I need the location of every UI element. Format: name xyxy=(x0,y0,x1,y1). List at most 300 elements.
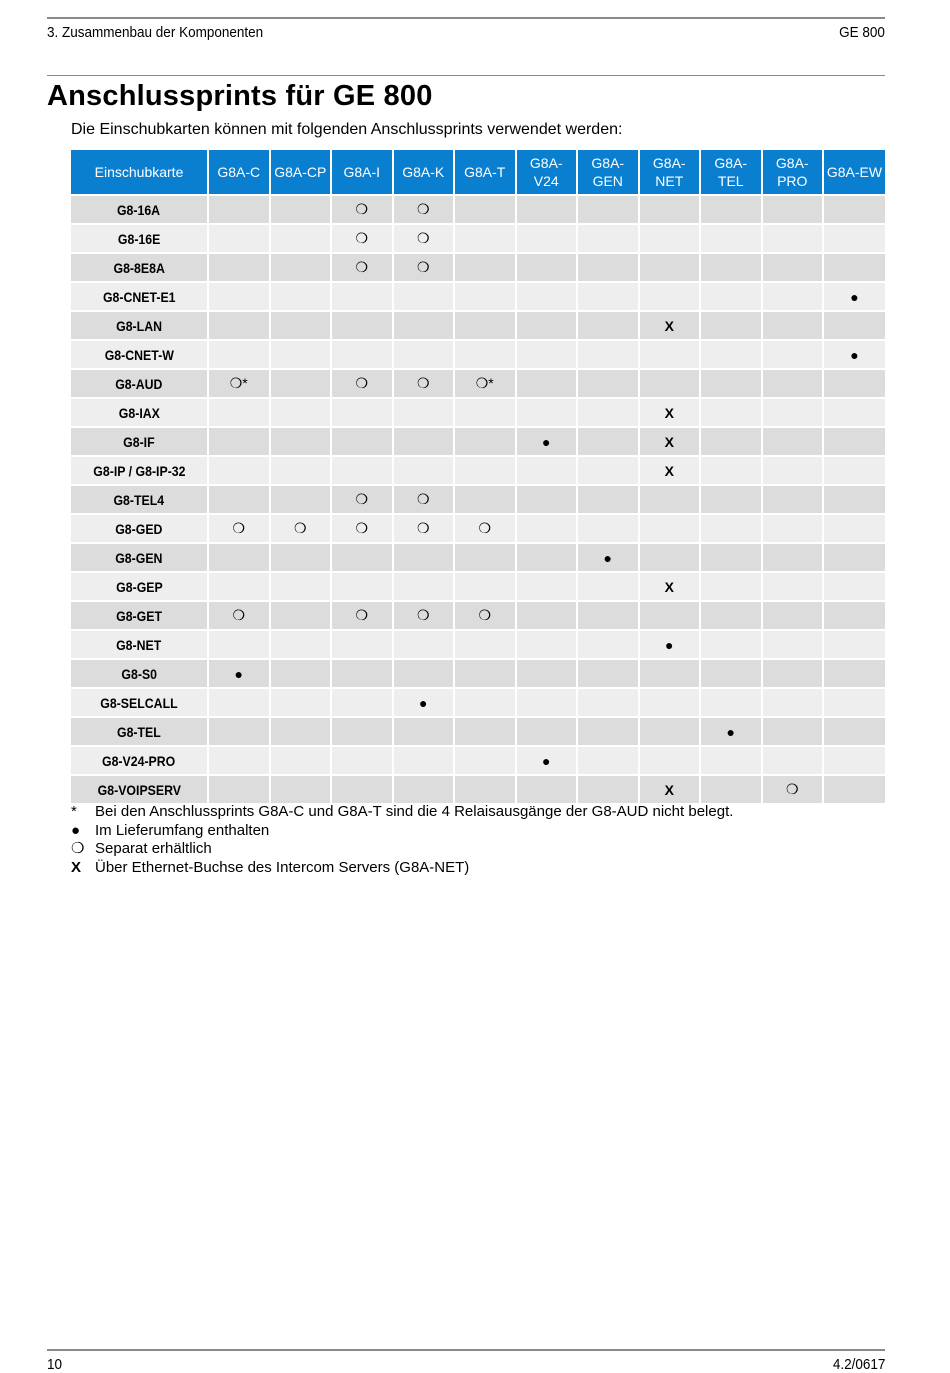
compat-cell xyxy=(270,775,332,803)
compat-cell xyxy=(454,746,516,775)
table-row xyxy=(71,775,885,803)
compat-cell: ❍ xyxy=(208,514,270,543)
compat-cell xyxy=(762,224,824,253)
compat-cell: ❍ xyxy=(454,514,516,543)
compat-cell xyxy=(700,456,762,485)
compat-cell: X xyxy=(639,311,701,340)
compat-cell xyxy=(331,398,393,427)
table-row xyxy=(71,253,885,282)
compat-cell xyxy=(762,572,824,601)
header-chapter: 3. Zusammenbau der Komponenten xyxy=(47,24,264,41)
compat-cell xyxy=(454,340,516,369)
compat-cell xyxy=(393,340,455,369)
column-header: G8A-I xyxy=(331,150,393,195)
compat-cell xyxy=(700,746,762,775)
compat-cell xyxy=(208,224,270,253)
card-name-cell xyxy=(71,543,208,572)
column-header: G8A-CP xyxy=(270,150,332,195)
compat-cell xyxy=(454,659,516,688)
compat-cell xyxy=(516,282,578,311)
compat-cell xyxy=(454,311,516,340)
compat-cell xyxy=(639,543,701,572)
compat-cell xyxy=(454,630,516,659)
compat-cell xyxy=(700,543,762,572)
compat-cell xyxy=(577,369,639,398)
compat-cell xyxy=(762,195,824,224)
compat-cell xyxy=(208,775,270,803)
compat-cell: ● xyxy=(393,688,455,717)
compat-cell xyxy=(762,717,824,746)
card-name-cell xyxy=(71,195,208,224)
card-name: G8-NET xyxy=(116,636,162,653)
compat-cell xyxy=(331,688,393,717)
compat-cell xyxy=(454,282,516,311)
table-row xyxy=(71,456,885,485)
compat-cell: ❍ xyxy=(393,369,455,398)
legend-symbol: ● xyxy=(71,821,81,839)
column-header: G8A- GEN xyxy=(577,150,639,195)
compat-cell xyxy=(208,688,270,717)
card-name-cell xyxy=(71,659,208,688)
compat-cell xyxy=(516,369,578,398)
table-row xyxy=(71,195,885,224)
compat-cell xyxy=(762,485,824,514)
compat-cell xyxy=(577,601,639,630)
compat-cell xyxy=(208,427,270,456)
compat-cell xyxy=(454,688,516,717)
compat-cell xyxy=(823,427,885,456)
compat-cell xyxy=(270,398,332,427)
card-name: G8-VOIPSERV xyxy=(97,781,181,798)
compat-cell: X xyxy=(639,572,701,601)
table-row xyxy=(71,311,885,340)
compat-cell xyxy=(331,659,393,688)
compat-cell xyxy=(700,485,762,514)
compat-cell xyxy=(700,601,762,630)
column-header: G8A- NET xyxy=(639,150,701,195)
compat-cell xyxy=(700,514,762,543)
compat-cell xyxy=(762,601,824,630)
compat-cell xyxy=(270,311,332,340)
legend-symbol: X xyxy=(71,858,82,876)
table-row xyxy=(71,630,885,659)
compat-cell xyxy=(454,427,516,456)
compat-cell xyxy=(700,195,762,224)
compatibility-table xyxy=(71,150,885,803)
compat-cell xyxy=(700,775,762,803)
compat-cell xyxy=(577,746,639,775)
compat-cell xyxy=(639,282,701,311)
compat-cell xyxy=(700,427,762,456)
card-name: G8-LAN xyxy=(116,317,162,334)
compat-cell xyxy=(577,514,639,543)
column-header-card: Einschubkarte xyxy=(71,150,208,195)
compat-cell xyxy=(270,659,332,688)
compat-cell: ● xyxy=(516,746,578,775)
compat-cell xyxy=(208,456,270,485)
compat-cell xyxy=(577,311,639,340)
legend-symbol: ❍ xyxy=(71,840,85,857)
compat-cell xyxy=(331,543,393,572)
compat-cell xyxy=(639,195,701,224)
compat-cell xyxy=(516,195,578,224)
compat-cell xyxy=(331,746,393,775)
card-name-cell xyxy=(71,630,208,659)
compat-cell xyxy=(823,659,885,688)
compat-cell xyxy=(762,427,824,456)
compat-cell: ❍ xyxy=(331,485,393,514)
card-name: G8-GEN xyxy=(115,549,163,566)
compat-cell xyxy=(454,485,516,514)
compat-cell xyxy=(700,688,762,717)
compat-cell xyxy=(393,398,455,427)
compat-cell xyxy=(208,253,270,282)
card-name: G8-TEL xyxy=(117,723,161,740)
compat-cell xyxy=(823,195,885,224)
compat-cell xyxy=(393,311,455,340)
card-name: G8-CNET-E1 xyxy=(102,288,176,305)
legend-item xyxy=(71,859,733,878)
compat-cell xyxy=(762,282,824,311)
compat-cell xyxy=(762,398,824,427)
compat-cell xyxy=(762,456,824,485)
card-name-cell xyxy=(71,282,208,311)
compat-cell xyxy=(331,456,393,485)
compat-cell xyxy=(393,282,455,311)
compat-cell: ❍ xyxy=(393,601,455,630)
compat-cell xyxy=(516,253,578,282)
compat-cell: ● xyxy=(700,717,762,746)
compat-cell: ❍ xyxy=(393,253,455,282)
card-name: G8-GEP xyxy=(115,578,163,595)
compat-cell xyxy=(577,775,639,803)
compat-cell xyxy=(270,427,332,456)
compat-cell xyxy=(639,514,701,543)
compat-cell xyxy=(208,717,270,746)
header-rule-bottom xyxy=(47,75,885,76)
compat-cell xyxy=(762,369,824,398)
table-row xyxy=(71,369,885,398)
compat-cell: X xyxy=(639,398,701,427)
compat-cell xyxy=(454,195,516,224)
compat-cell xyxy=(454,572,516,601)
compat-cell xyxy=(823,369,885,398)
compat-cell xyxy=(516,224,578,253)
compat-cell: ❍ xyxy=(393,485,455,514)
table-row xyxy=(71,746,885,775)
compat-cell xyxy=(270,717,332,746)
compat-cell xyxy=(393,456,455,485)
compat-cell xyxy=(700,398,762,427)
compat-cell xyxy=(516,456,578,485)
compat-cell xyxy=(516,311,578,340)
table-row xyxy=(71,572,885,601)
compat-cell xyxy=(270,253,332,282)
compat-cell xyxy=(393,427,455,456)
column-header: G8A- PRO xyxy=(762,150,824,195)
compat-cell xyxy=(823,485,885,514)
compat-cell xyxy=(208,340,270,369)
compat-cell xyxy=(393,775,455,803)
compat-cell xyxy=(823,775,885,803)
compat-cell xyxy=(454,543,516,572)
compat-cell xyxy=(331,572,393,601)
compat-cell xyxy=(331,427,393,456)
legend-symbol: * xyxy=(71,803,77,820)
compat-cell: X xyxy=(639,427,701,456)
compat-cell xyxy=(577,572,639,601)
compat-cell xyxy=(577,659,639,688)
card-name-cell xyxy=(71,485,208,514)
compat-cell xyxy=(270,601,332,630)
legend-item xyxy=(71,803,733,822)
legend-item xyxy=(71,822,733,841)
compat-cell xyxy=(823,746,885,775)
compat-cell xyxy=(639,601,701,630)
table-row xyxy=(71,601,885,630)
compat-cell: ❍ xyxy=(270,514,332,543)
card-name-cell xyxy=(71,514,208,543)
header-product: GE 800 xyxy=(839,24,885,41)
column-header: G8A- TEL xyxy=(700,150,762,195)
legend-text: Im Lieferumfang enthalten xyxy=(95,821,270,839)
compat-cell xyxy=(823,717,885,746)
compat-cell xyxy=(639,688,701,717)
card-name-cell xyxy=(71,311,208,340)
compat-cell xyxy=(516,601,578,630)
compat-cell xyxy=(823,456,885,485)
card-name: G8-CNET-W xyxy=(104,346,174,363)
compat-cell xyxy=(639,224,701,253)
compat-cell xyxy=(639,253,701,282)
compat-cell: ❍ xyxy=(454,601,516,630)
compat-cell: ❍ xyxy=(331,369,393,398)
column-header: G8A- V24 xyxy=(516,150,578,195)
compat-cell xyxy=(208,485,270,514)
compat-cell xyxy=(577,340,639,369)
compat-cell xyxy=(639,659,701,688)
column-header: G8A-K xyxy=(393,150,455,195)
compat-cell xyxy=(270,746,332,775)
compat-cell xyxy=(208,543,270,572)
compat-cell xyxy=(516,514,578,543)
compat-cell xyxy=(762,630,824,659)
card-name: G8-V24-PRO xyxy=(102,752,176,769)
compat-cell: X xyxy=(639,775,701,803)
compat-cell xyxy=(700,311,762,340)
compat-cell xyxy=(823,311,885,340)
compat-cell xyxy=(762,543,824,572)
compat-cell xyxy=(700,630,762,659)
compat-cell xyxy=(393,717,455,746)
compat-cell xyxy=(270,572,332,601)
card-name: G8-SELCALL xyxy=(100,694,178,711)
card-name-cell xyxy=(71,224,208,253)
card-name-cell xyxy=(71,456,208,485)
compat-cell xyxy=(516,398,578,427)
card-name: G8-8E8A xyxy=(113,259,165,276)
compat-cell xyxy=(516,485,578,514)
intro-text: Die Einschubkarten können mit folgenden Anschlussprints verwendet werden: xyxy=(71,121,623,138)
compat-cell xyxy=(208,572,270,601)
compat-cell xyxy=(331,630,393,659)
compat-cell: ❍ xyxy=(331,253,393,282)
compat-cell xyxy=(823,253,885,282)
card-name: G8-IP / G8-IP-32 xyxy=(92,462,186,479)
compat-cell xyxy=(516,717,578,746)
compat-cell xyxy=(208,311,270,340)
compat-cell xyxy=(577,427,639,456)
compat-cell xyxy=(700,572,762,601)
compat-cell xyxy=(762,253,824,282)
compat-cell xyxy=(577,456,639,485)
compat-cell: ● xyxy=(577,543,639,572)
compat-cell: ❍ xyxy=(331,601,393,630)
compat-cell xyxy=(823,543,885,572)
legend-text: Separat erhältlich xyxy=(95,840,212,857)
compat-cell xyxy=(516,340,578,369)
legend-text: Über Ethernet-Buchse des Intercom Servers (G8A-NET) xyxy=(95,858,470,876)
compat-cell: ● xyxy=(823,282,885,311)
compat-cell xyxy=(577,224,639,253)
compat-cell: X xyxy=(639,456,701,485)
compat-cell xyxy=(639,717,701,746)
compat-cell xyxy=(762,514,824,543)
compat-cell xyxy=(516,775,578,803)
compat-cell xyxy=(577,253,639,282)
header-rule-top xyxy=(47,17,885,19)
compat-cell: ❍ xyxy=(331,514,393,543)
table-row xyxy=(71,514,885,543)
compat-cell xyxy=(823,572,885,601)
compat-cell xyxy=(454,398,516,427)
card-name-cell xyxy=(71,688,208,717)
compat-cell xyxy=(208,630,270,659)
table-row xyxy=(71,427,885,456)
compat-cell: ❍ xyxy=(331,224,393,253)
compat-cell: ❍ xyxy=(393,195,455,224)
compat-cell xyxy=(700,253,762,282)
compat-cell xyxy=(208,195,270,224)
compat-cell xyxy=(762,746,824,775)
compat-cell xyxy=(639,340,701,369)
compat-cell xyxy=(639,485,701,514)
compat-cell xyxy=(762,311,824,340)
table-row xyxy=(71,659,885,688)
card-name-cell xyxy=(71,427,208,456)
compat-cell xyxy=(331,311,393,340)
legend-text: Bei den Anschlussprints G8A-C und G8A-T sind die 4 Relaisausgänge der G8-AUD nicht belegt. xyxy=(95,803,734,820)
compat-cell xyxy=(393,746,455,775)
table-row xyxy=(71,717,885,746)
version-label: 4.2/0617 xyxy=(832,1356,885,1373)
table-row xyxy=(71,282,885,311)
compat-cell: ❍ xyxy=(393,224,455,253)
card-name-cell xyxy=(71,717,208,746)
card-name: G8-TEL4 xyxy=(113,491,165,508)
compat-cell xyxy=(762,688,824,717)
compat-cell xyxy=(331,340,393,369)
card-name-cell xyxy=(71,746,208,775)
compat-cell xyxy=(331,282,393,311)
compat-cell: ● xyxy=(823,340,885,369)
compat-cell xyxy=(331,717,393,746)
compat-cell xyxy=(577,688,639,717)
compat-cell xyxy=(270,456,332,485)
card-name-cell xyxy=(71,340,208,369)
compat-cell xyxy=(516,659,578,688)
compat-cell xyxy=(762,340,824,369)
compat-cell xyxy=(823,601,885,630)
legend xyxy=(71,803,733,877)
compat-cell xyxy=(270,282,332,311)
compat-cell: ● xyxy=(208,659,270,688)
compat-cell xyxy=(762,659,824,688)
card-name-cell xyxy=(71,601,208,630)
compat-cell xyxy=(639,746,701,775)
card-name: G8-S0 xyxy=(121,665,157,682)
table-row xyxy=(71,543,885,572)
compat-cell xyxy=(700,659,762,688)
card-name: G8-AUD xyxy=(115,375,163,392)
compat-cell xyxy=(823,630,885,659)
card-name: G8-GED xyxy=(115,520,163,537)
card-name: G8-IF xyxy=(123,433,155,450)
compat-cell xyxy=(270,688,332,717)
card-name-cell xyxy=(71,398,208,427)
page-number: 10 xyxy=(47,1356,63,1373)
compat-cell: ❍* xyxy=(454,369,516,398)
compat-cell xyxy=(454,456,516,485)
compat-cell xyxy=(454,717,516,746)
page-title: Anschlussprints für GE 800 xyxy=(47,80,433,112)
compat-cell xyxy=(270,340,332,369)
column-header: G8A-C xyxy=(208,150,270,195)
card-name-cell xyxy=(71,775,208,803)
card-name: G8-IAX xyxy=(118,404,160,421)
table-body xyxy=(71,195,885,803)
compat-cell xyxy=(208,282,270,311)
table-row xyxy=(71,688,885,717)
compat-cell: ❍ xyxy=(331,195,393,224)
compat-cell xyxy=(393,543,455,572)
compat-cell xyxy=(700,369,762,398)
table-row xyxy=(71,340,885,369)
compat-cell xyxy=(270,630,332,659)
compat-cell xyxy=(639,369,701,398)
card-name: G8-16E xyxy=(117,230,161,247)
compat-cell xyxy=(516,688,578,717)
card-name-cell xyxy=(71,572,208,601)
table-row xyxy=(71,398,885,427)
table-row xyxy=(71,485,885,514)
compat-cell xyxy=(208,398,270,427)
compat-cell xyxy=(270,195,332,224)
compat-cell: ● xyxy=(639,630,701,659)
compat-cell xyxy=(823,688,885,717)
compat-cell xyxy=(700,340,762,369)
compat-cell xyxy=(823,398,885,427)
compat-cell xyxy=(577,485,639,514)
card-name-cell xyxy=(71,253,208,282)
compat-cell xyxy=(577,195,639,224)
compat-cell xyxy=(270,485,332,514)
compat-cell xyxy=(516,630,578,659)
compat-cell: ❍* xyxy=(208,369,270,398)
compat-cell xyxy=(393,659,455,688)
compat-cell xyxy=(516,572,578,601)
compat-cell xyxy=(823,224,885,253)
